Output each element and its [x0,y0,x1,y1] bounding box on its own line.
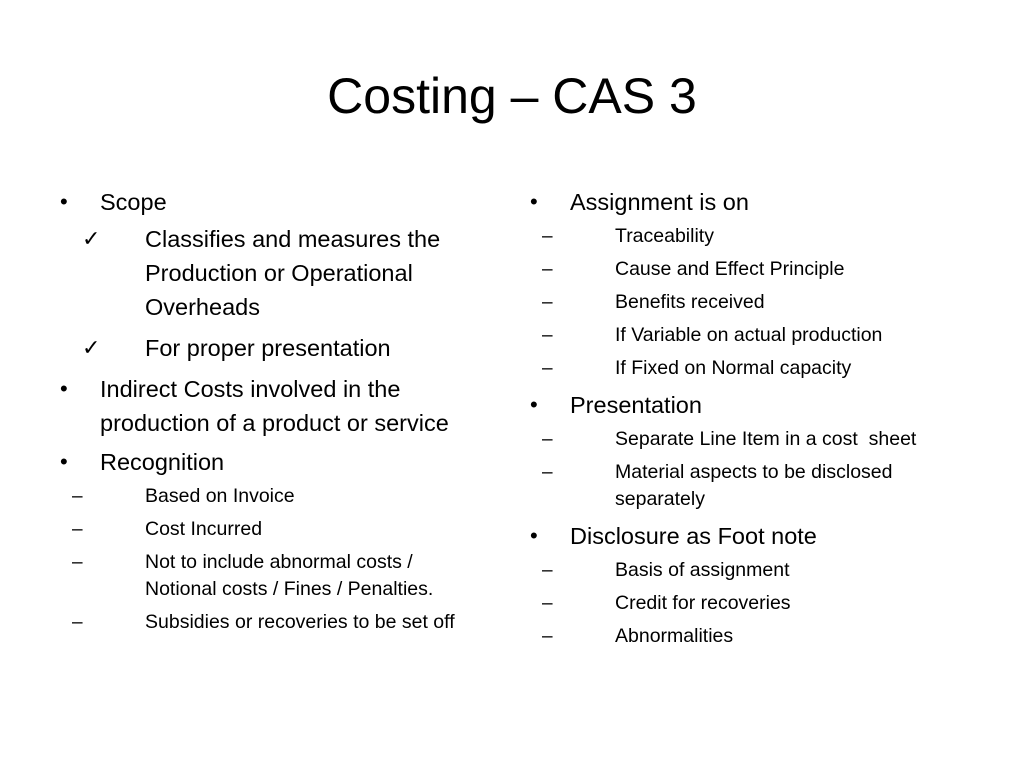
slide-title: Costing – CAS 3 [327,68,697,124]
dash-icon: – [542,226,553,247]
dash-item [542,355,968,382]
bullet-label: Indirect Costs involved in the production of a product or service [100,376,449,436]
bullet-icon: • [530,523,538,548]
dash-item-text: Not to include abnormal costs / Notional costs / Fines / Penalties. [145,551,434,600]
dash-icon: – [542,462,553,483]
dash-item-text: Cost Incurred [145,518,263,540]
dash-icon: – [72,486,83,507]
bullet-label: Presentation [570,392,702,418]
check-item-text: For proper presentation [145,335,391,361]
dash-item [542,623,968,650]
bullet-icon: • [60,189,68,214]
bullet-recognition [58,445,488,636]
dash-icon: – [542,259,553,280]
dash-icon: – [542,593,553,614]
bullet-label: Assignment is on [570,189,749,215]
dash-item [72,549,488,603]
left-column [58,185,488,642]
left-bullet-list [58,185,488,636]
dash-item-text: Cause and Effect Principle [615,258,845,280]
dash-icon: – [72,612,83,633]
bullet-disclosure [528,519,968,650]
dash-icon: – [542,358,553,379]
dash-item [542,223,968,250]
bullet-assignment [528,185,968,382]
bullet-presentation [528,388,968,513]
check-item [82,222,488,324]
disclosure-sublist [542,557,968,650]
dash-item-text: Separate Line Item in a cost sheet [615,428,917,450]
right-column [528,185,968,656]
dash-item-text: Abnormalities [615,625,734,647]
dash-item [542,256,968,283]
dash-item [542,590,968,617]
bullet-label: Scope [100,189,167,215]
checkmark-icon: ✓ [82,335,101,360]
dash-item-text: If Variable on actual production [615,324,883,346]
bullet-indirect-costs [58,372,488,440]
bullet-icon: • [530,392,538,417]
dash-icon: – [542,429,553,450]
recognition-sublist [72,483,488,636]
dash-item [542,459,968,513]
assignment-sublist [542,223,968,382]
dash-icon: – [72,552,83,573]
checkmark-icon: ✓ [82,226,101,251]
dash-item-text: Subsidies or recoveries to be set off [145,611,455,633]
presentation-sublist [542,426,968,513]
dash-icon: – [542,325,553,346]
dash-icon: – [542,560,553,581]
dash-icon: – [72,519,83,540]
bullet-label: Disclosure as Foot note [570,523,817,549]
dash-item-text: Benefits received [615,291,765,313]
dash-item [542,322,968,349]
dash-item [542,557,968,584]
check-item-text: Classifies and measures the Production or Operational Overheads [145,226,441,320]
bullet-scope [58,185,488,365]
dash-item [72,483,488,510]
bullet-label: Recognition [100,449,225,475]
bullet-icon: • [530,189,538,214]
dash-icon: – [542,292,553,313]
dash-item-text: Traceability [615,225,714,247]
dash-icon: – [542,626,553,647]
bullet-icon: • [60,376,68,401]
dash-item-text: Credit for recoveries [615,592,791,614]
dash-item-text: Basis of assignment [615,559,790,581]
dash-item-text: If Fixed on Normal capacity [615,357,852,379]
dash-item [72,609,488,636]
scope-sublist [82,222,488,365]
right-bullet-list [528,185,968,650]
dash-item-text: Based on Invoice [145,485,295,507]
dash-item [542,426,968,453]
dash-item [72,516,488,543]
bullet-icon: • [60,449,68,474]
check-item [82,331,488,365]
dash-item [542,289,968,316]
dash-item-text: Material aspects to be disclosed separately [615,461,893,510]
